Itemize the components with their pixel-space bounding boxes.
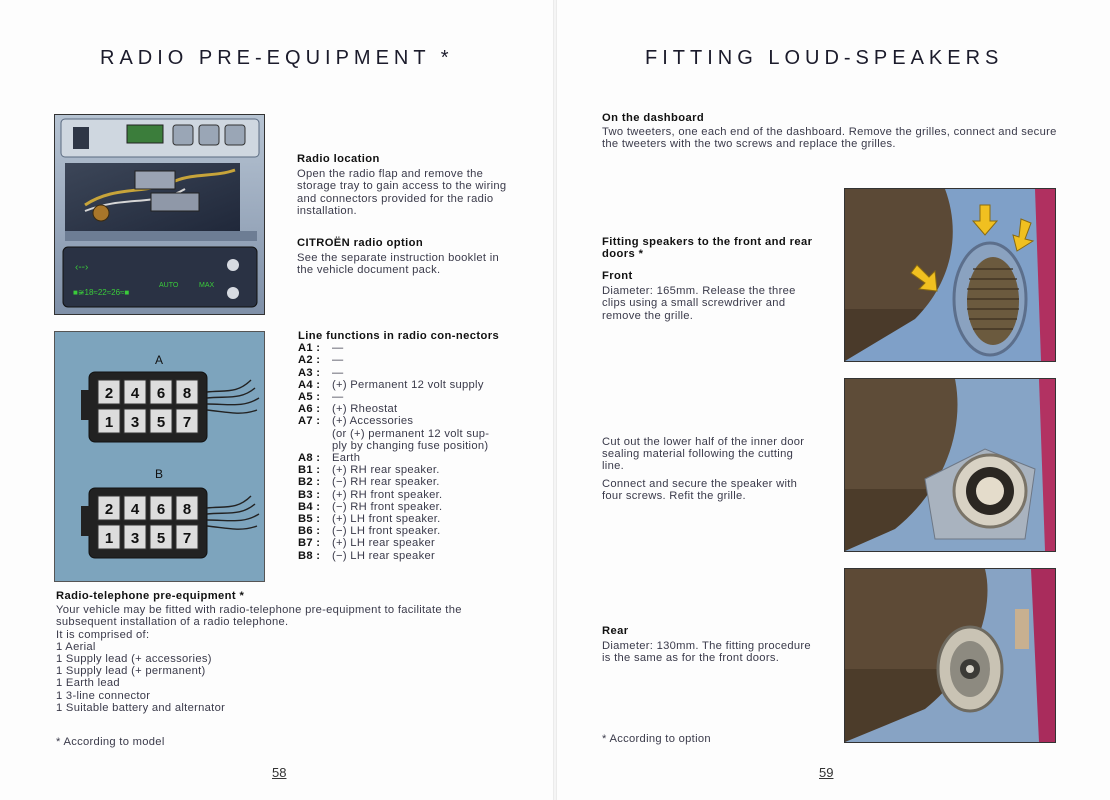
connector-a-pin: 8	[182, 385, 192, 402]
line-function-row: B4 : (−) RH front speaker.	[298, 500, 443, 513]
dashboard-heading: On the dashboard	[602, 112, 705, 124]
connector-diagram-drawing	[55, 332, 264, 581]
line-function-row: B7 : (+) LH rear speaker	[298, 537, 436, 550]
connector-a-label: A	[154, 353, 164, 367]
line-function-row: (or (+) permanent 12 volt sup-	[332, 427, 490, 440]
citroen-option-section	[297, 237, 509, 277]
connector-a-pin: 5	[156, 414, 166, 431]
line-function-row: A1 : —	[298, 342, 344, 355]
dashboard-radio-drawing	[55, 115, 264, 314]
radio-telephone-section	[56, 590, 511, 714]
dashboard-section	[602, 112, 1057, 151]
line-function-row: A8 : Earth	[298, 452, 361, 465]
dash-readout: ‹--›	[75, 262, 89, 273]
line-function-row: ply by changing fuse position)	[332, 439, 489, 452]
connector-b-pin: 1	[104, 530, 114, 547]
rear-speaker-photo	[844, 568, 1056, 743]
line-function-row: B5 : (+) LH front speaker.	[298, 513, 441, 526]
connector-a-pin: 7	[182, 414, 192, 431]
doors-heading: Fitting speakers to the front and rear doors *	[602, 236, 813, 261]
footnote-right: * According to option	[602, 733, 711, 745]
radio-telephone-intro: Your vehicle may be fitted with radio-telephone pre-equipment to facilitate the subsequent installation of a radio telephone.	[56, 604, 462, 629]
radio-location-body: Open the radio flap and remove the storage tray to gain access to the wiring and connectors provided for the radio installation.	[297, 168, 507, 217]
connector-b-pin: 5	[156, 530, 166, 547]
radio-telephone-comprised: It is comprised of:	[56, 628, 150, 641]
page-title-left: RADIO PRE-EQUIPMENT *	[100, 47, 454, 69]
rear-body: Diameter: 130mm. The fitting procedure is the same as for the front doors.	[602, 640, 811, 665]
citroen-option-heading: CITROËN radio option	[297, 237, 424, 249]
door-cutout-photo	[844, 378, 1056, 552]
dash-temp-scale: ■≆18≈22≈26≈■	[73, 288, 130, 297]
connector-b-pin: 3	[130, 530, 140, 547]
door-cutout-drawing	[845, 379, 1055, 551]
line-function-row: A7 : (+) Accessories	[298, 415, 414, 428]
connector-b-label: B	[154, 467, 164, 481]
dashboard-body: Two tweeters, one each end of the dashboard. Remove the grilles, connect and secure the tweeters with the two screws and replace the grilles.	[602, 126, 1057, 151]
cutout-body-2: Connect and secure the speaker with four screws. Refit the grille.	[602, 477, 798, 502]
cutout-body-1: Cut out the lower half of the inner door sealing material following the cutting line.	[602, 436, 805, 473]
line-functions-list	[298, 342, 510, 562]
connector-b-pin: 7	[182, 530, 192, 547]
line-function-row: A3 : —	[298, 366, 344, 379]
radio-telephone-item: 1 3-line connector	[56, 689, 151, 702]
connector-b-pin: 2	[104, 501, 114, 518]
cutout-section	[602, 436, 817, 502]
connector-b-pin: 6	[156, 501, 166, 518]
radio-location-heading: Radio location	[297, 153, 380, 165]
page-number-right: 59	[819, 765, 834, 780]
line-function-row: A4 : (+) Permanent 12 volt supply	[298, 378, 484, 391]
line-function-row: B3 : (+) RH front speaker.	[298, 488, 443, 501]
connector-a-pin: 2	[104, 385, 114, 402]
connector-a-pin: 4	[130, 385, 140, 402]
connector-a-pin: 6	[156, 385, 166, 402]
left-page	[0, 0, 553, 800]
line-function-row: B1 : (+) RH rear speaker.	[298, 464, 440, 477]
page-title-right: FITTING LOUD-SPEAKERS	[645, 47, 1004, 69]
line-function-row: A5 : —	[298, 391, 344, 404]
line-functions-heading: Line functions in radio con-nectors	[298, 330, 500, 342]
radio-location-section	[297, 153, 509, 217]
connector-a-pin: 3	[130, 414, 140, 431]
doors-section	[602, 236, 817, 260]
radio-location-illustration	[54, 114, 265, 315]
line-function-row: B8 : (−) LH rear speaker	[298, 549, 436, 562]
line-functions-section	[298, 330, 510, 562]
connector-a-pin: 1	[104, 414, 114, 431]
front-door-grille-photo	[844, 188, 1056, 362]
citroen-option-body: See the separate instruction booklet in the vehicle document pack.	[297, 252, 500, 277]
dash-auto-label: AUTO	[159, 282, 179, 289]
radio-telephone-heading: Radio-telephone pre-equipment *	[56, 590, 245, 602]
dash-max-label: MAX	[199, 282, 215, 289]
front-section	[602, 270, 817, 322]
rear-heading: Rear	[602, 625, 629, 637]
right-page	[557, 0, 1110, 800]
radio-telephone-item: 1 Supply lead (+ permanent)	[56, 665, 206, 678]
footnote-left: * According to model	[56, 736, 165, 748]
rear-speaker-drawing	[845, 569, 1055, 742]
front-body: Diameter: 165mm. Release the three clips using a small screwdriver and remove the grille.	[602, 285, 796, 322]
connector-b-pin: 8	[182, 501, 192, 518]
front-door-grille-drawing	[845, 189, 1055, 361]
connector-b-pin: 4	[130, 501, 140, 518]
line-function-row: A2 : —	[298, 354, 344, 367]
connector-diagram	[54, 331, 265, 582]
page-number-left: 58	[272, 765, 287, 780]
line-function-row: B2 : (−) RH rear speaker.	[298, 476, 440, 489]
line-function-row: A6 : (+) Rheostat	[298, 403, 398, 416]
radio-telephone-item: 1 Earth lead	[56, 677, 120, 690]
radio-telephone-item: 1 Supply lead (+ accessories)	[56, 653, 212, 666]
line-function-row: B6 : (−) LH front speaker.	[298, 525, 441, 538]
front-heading: Front	[602, 270, 633, 282]
rear-section	[602, 625, 817, 665]
radio-telephone-item: 1 Suitable battery and alternator	[56, 701, 226, 714]
radio-telephone-item: 1 Aerial	[56, 640, 96, 653]
